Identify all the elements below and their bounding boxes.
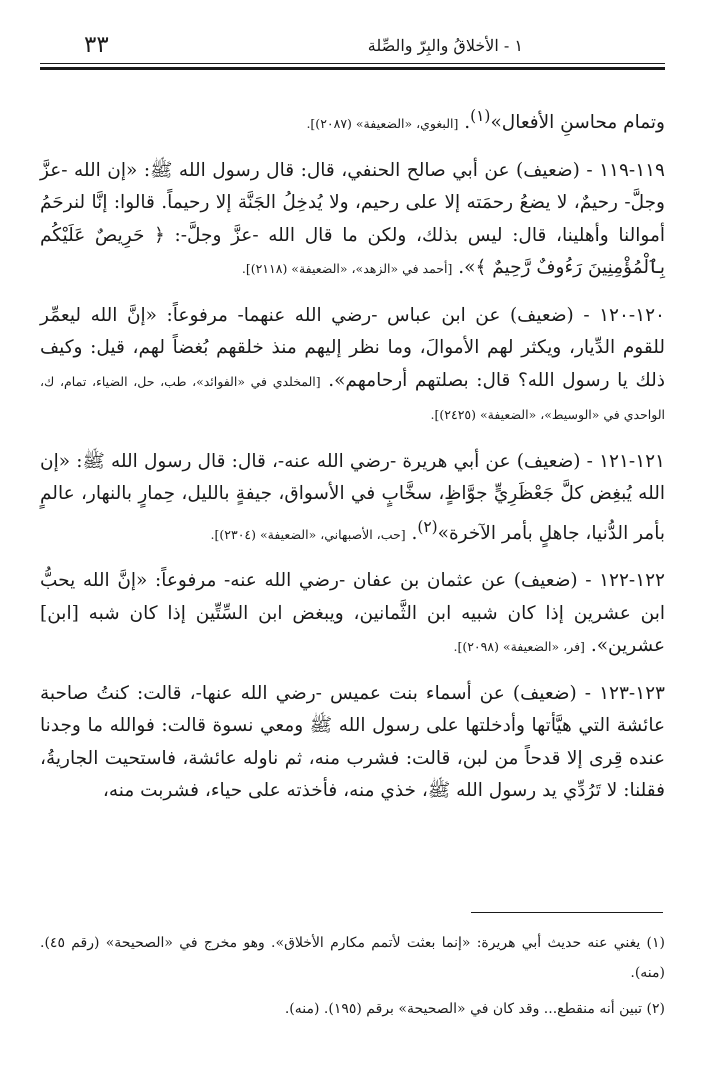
header-rule-thin [40, 63, 665, 64]
hadith-text: ١١٩-١١٩ - (ضعيف) عن أبي صالح الحنفي، قال: قال رسول الله ﷺ: «إن الله -عزَّ وجلَّ- رحيمٌ، لا يضعُ رحمَته إلا على رحيم، ولا يُدخِلُ الجَنَّة إلا رحيماً. قالوا: إنَّا لنرحَمُ أموالنا وأهلينا، قال: ليس بذلك، ولكن ما قال الله -عزَّ وجلَّ-: ﴿ حَرِيصٌ عَلَيْكُم بِٱلْمُؤْمِنِينَ رَءُوفٌ رَّحِيمٌ ﴾». [40, 159, 665, 279]
hadith-text: ١٢٣-١٢٣ - (ضعيف) عن أسماء بنت عميس -رضي الله عنها-، قالت: كنتُ صاحبة عائشة التي هيَّأتها وأدخلتها على رسول الله ﷺ ومعي نسوة قالت: فوالله ما وجدنا عنده قِرى إلا قدحاً من لبن، قالت: فشرب منه، ثم ناوله عائشة، فاستحيت الجاريةُ، فقلنا: لا تَرُدِّي يد رسول الله ﷺ، خذي منه، فأخذته على حياء، فشربت منه، [40, 682, 665, 802]
footnote-ref: (١) [470, 107, 491, 125]
footnotes [40, 928, 665, 1030]
footnote-ref: (٢) [417, 517, 438, 536]
source-citation: [المخلدي في «الفوائد»، طب، حل، الضياء، تمام، ك، الواحدي في «الوسيط»، «الضعيفة» (٢٤٢٥)]. [40, 373, 665, 423]
main-text [40, 100, 665, 822]
hadith-122 [40, 565, 665, 664]
hadith-120 [40, 300, 665, 432]
paragraph-continuation: وتمام محاسنِ الأفعال»$^{(١)}$. [البغوي، «الضعيفة» (٢٠٨٧)]. [306, 107, 665, 134]
hadith-123 [40, 678, 665, 808]
page-number: ٣٣ [84, 32, 109, 58]
paragraph-text: وتمام محاسنِ الأفعال» [490, 112, 665, 134]
hadith-text: ١٢٢-١٢٢ - (ضعيف) عن عثمان بن عفان -رضي الله عنه- مرفوعاً: «إنَّ الله يحبُّ ابن عشرين إذا كان شبيه ابن الثَّمانين، ويبغض ابن السِّتِّين إذا كان شبه [ابن] عشرين». [40, 570, 665, 657]
header-rule-thick [40, 67, 665, 70]
source-citation: [أحمد في «الزهد»، «الضعيفة» (٢١١٨)]. [241, 261, 453, 277]
page-header [40, 30, 665, 74]
footnote-separator [471, 912, 663, 913]
source-citation: [فر، «الضعيفة» (٢٠٩٨)]. [453, 639, 585, 655]
hadith-121: ١٢١-١٢١ - (ضعيف) عن أبي هريرة -رضي الله عنه-، قال: قال رسول الله ﷺ: «إن الله يُبغِض كلَّ جَعْظَرِيٍّ جوَّاظٍ، سخَّابٍ في الأسواق، جيفةٍ بالليل، حِمارٍ بالنهار، عالمٍ بأمر الدُّنيا، جاهلٍ بأمر الآخرة»$^{(٢)}$. [حب، الأصبهاني، «الضعيفة» (٢٣٠٤)]. [40, 450, 665, 544]
running-title: ١ - الأخلاقُ والبِرّ والصِّلة [367, 36, 523, 55]
source-citation: [حب، الأصبهاني، «الضعيفة» (٢٣٠٤)]. [210, 526, 406, 542]
hadith-text: ١٢٠-١٢٠ - (ضعيف) عن ابن عباس -رضي الله عنهما- مرفوعاً: «إنَّ الله ليعمِّر للقوم الدِّيار، ويكثر لهم الأموالَ، وما نظر إليهم منذ خلقهم بُغضاً لهم، قيل: وكيف ذلك يا رسول الله؟ قال: بصلتهم أرحامهم». [40, 304, 665, 391]
source-citation: [البغوي، «الضعيفة» (٢٠٨٧)]. [306, 116, 459, 132]
hadith-119 [40, 155, 665, 286]
hadith-text: ١٢١-١٢١ - (ضعيف) عن أبي هريرة -رضي الله عنه-، قال: قال رسول الله ﷺ: «إن الله يُبغِض كلَّ جَعْظَرِيٍّ جوَّاظٍ، سخَّابٍ في الأسواق، جيفةٍ بالليل، حِمارٍ بالنهار، عالمٍ بأمر الدُّنيا، جاهلٍ بأمر الآخرة» [40, 450, 665, 544]
footnote-2: (٢) تبين أنه منقطع... وقد كان في «الصحيحة» برقم (١٩٥). (منه). [284, 1001, 665, 1017]
footnote-1: (١) يغني عنه حديث أبي هريرة: «إنما بعثت لأتمم مكارم الأخلاق». وهو مخرج في «الصحيحة» (رقم ٤٥). (منه). [40, 935, 665, 981]
